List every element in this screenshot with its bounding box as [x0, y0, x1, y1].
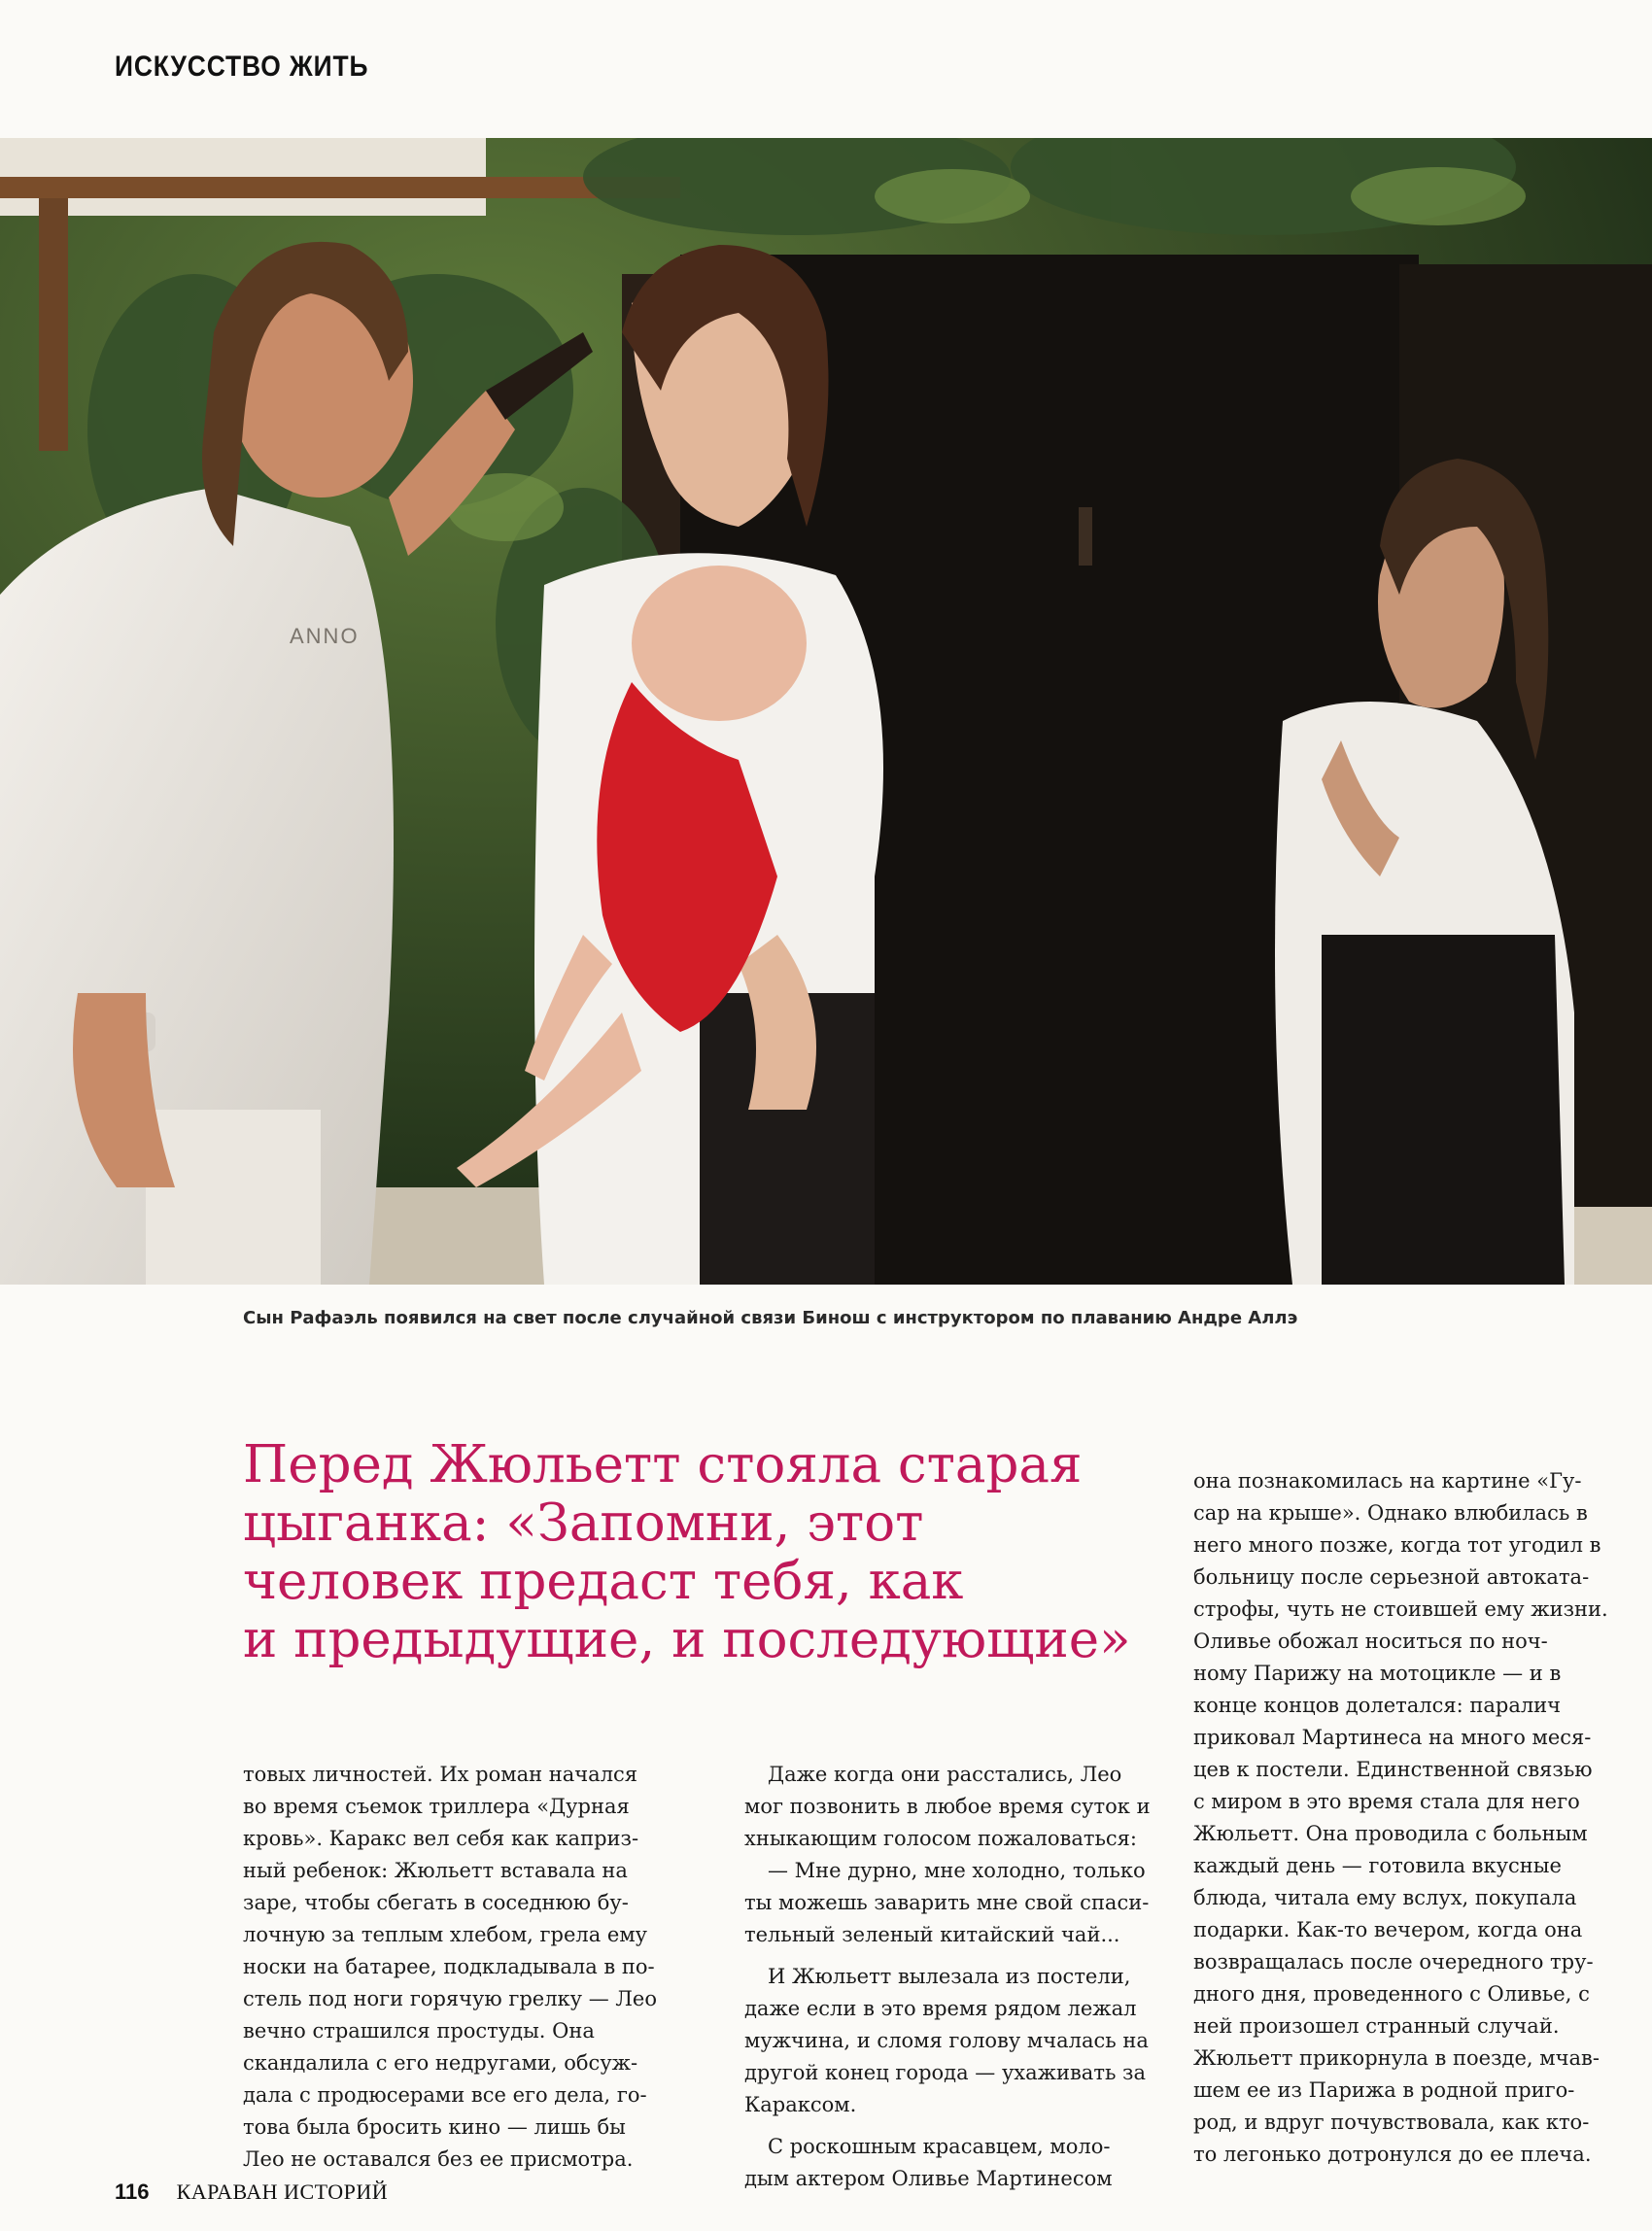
- text-line: това была бросить кино — лишь бы: [243, 2115, 626, 2139]
- pull-quote-line: цыганка: «Запомни, этот: [243, 1493, 924, 1553]
- article-column-1: [243, 1759, 661, 2176]
- text-line: другой конец города — ухаживать за: [744, 2061, 1147, 2084]
- page-footer: [115, 2180, 388, 2205]
- article-column-2: [744, 1759, 1162, 2195]
- text-line: сар на крыше». Однако влюбилась в: [1193, 1501, 1588, 1525]
- article-photo: [0, 138, 1652, 1285]
- text-line: ному Парижу на мотоцикле — и в: [1193, 1662, 1562, 1685]
- text-line: Жюльетт. Она проводила с больным: [1193, 1822, 1588, 1845]
- pull-quote: [243, 1436, 1147, 1669]
- text-line: лочную за теплым хлебом, грела ему: [243, 1923, 648, 1946]
- text-line: И Жюльетт вылезала из постели,: [768, 1965, 1131, 1988]
- text-line: носки на батарее, подкладывала в по-: [243, 1955, 655, 1978]
- text-line: блюда, читала ему вслух, покупала: [1193, 1886, 1577, 1909]
- pull-quote-line: Перед Жюльетт стояла старая: [243, 1435, 1083, 1494]
- text-line: — Мне дурно, мне холодно, только: [768, 1859, 1146, 1882]
- text-line: больницу после серьезной автоката-: [1193, 1565, 1590, 1589]
- text-line: мог позвонить в любое время суток и: [744, 1795, 1151, 1818]
- text-line: шем ее из Парижа в родной приго-: [1193, 2078, 1575, 2102]
- text-line: скандалила с его недругами, обсуж-: [243, 2051, 638, 2075]
- text-line: ней произошел странный случай.: [1193, 2014, 1560, 2038]
- article-column-3: [1193, 1465, 1621, 2171]
- text-line: с миром в это время стала для него: [1193, 1790, 1580, 1813]
- paragraph-gap: [744, 1951, 1162, 1961]
- section-title: ИСКУССТВО ЖИТЬ: [115, 51, 369, 83]
- text-line: дала с продюсерами все его дела, го-: [243, 2083, 647, 2107]
- text-line: дым актером Оливье Мартинесом: [744, 2167, 1113, 2190]
- text-line: конце концов долетался: паралич: [1193, 1694, 1562, 1717]
- text-line: возвращалась после очередного тру-: [1193, 1950, 1594, 1974]
- text-line: цев к постели. Единственной связью: [1193, 1758, 1593, 1781]
- text-line: С роскошным красавцем, моло-: [768, 2135, 1111, 2158]
- text-line: дного дня, проведенного с Оливье, с: [1193, 1982, 1590, 2006]
- text-line: кровь». Каракс вел себя как каприз-: [243, 1827, 639, 1850]
- text-line: Караксом.: [744, 2093, 857, 2116]
- text-line: мужчина, и сломя голову мчалась на: [744, 2029, 1149, 2052]
- text-line: тельный зеленый китайский чай...: [744, 1923, 1120, 1946]
- text-line: хныкающим голосом пожаловаться:: [744, 1827, 1137, 1850]
- magazine-name: КАРАВАН ИСТОРИЙ: [176, 2180, 389, 2204]
- text-line: Даже когда они расстались, Лео: [768, 1763, 1122, 1786]
- text-line: ный ребенок: Жюльетт вставала на: [243, 1859, 628, 1882]
- text-line: стель под ноги горячую грелку — Лео: [243, 1987, 657, 2010]
- text-line: каждый день — готовила вкусные: [1193, 1854, 1562, 1877]
- text-line: вечно страшился простуды. Она: [243, 2019, 595, 2042]
- text-line: него много позже, когда тот угодил в: [1193, 1533, 1601, 1557]
- text-line: строфы, чуть не стоившей ему жизни.: [1193, 1597, 1608, 1621]
- shirt-print-text: ANNO: [290, 624, 360, 648]
- text-line: заре, чтобы сбегать в соседнюю бу-: [243, 1891, 629, 1914]
- photo-caption: Сын Рафаэль появился на свет после случайной связи Бинош с инструктором по плаванию Андре Аллэ: [243, 1308, 1298, 1328]
- page-number: 116: [115, 2180, 150, 2204]
- text-line: даже если в это время рядом лежал: [744, 1997, 1137, 2020]
- text-line: Жюльетт прикорнула в поезде, мчав-: [1193, 2046, 1600, 2070]
- text-line: ты можешь заварить мне свой спаси-: [744, 1891, 1150, 1914]
- text-line: род, и вдруг почувствовала, как кто-: [1193, 2111, 1590, 2134]
- text-line: подарки. Как-то вечером, когда она: [1193, 1918, 1583, 1941]
- text-line: то легонько дотронулся до ее плеча.: [1193, 2143, 1592, 2166]
- text-line: товых личностей. Их роман начался: [243, 1763, 638, 1786]
- text-line: Лео не оставался без ее присмотра.: [243, 2147, 634, 2171]
- text-line: во время съемок триллера «Дурная: [243, 1795, 630, 1818]
- text-line: Оливье обожал носиться по ноч-: [1193, 1630, 1548, 1653]
- text-line: она познакомилась на картине «Гу-: [1193, 1469, 1582, 1493]
- pull-quote-line: и предыдущие, и последующие»: [243, 1610, 1131, 1669]
- text-line: приковал Мартинеса на много меся-: [1193, 1726, 1592, 1749]
- pull-quote-line: человек предаст тебя, как: [243, 1552, 964, 1611]
- paragraph-gap: [744, 2121, 1162, 2131]
